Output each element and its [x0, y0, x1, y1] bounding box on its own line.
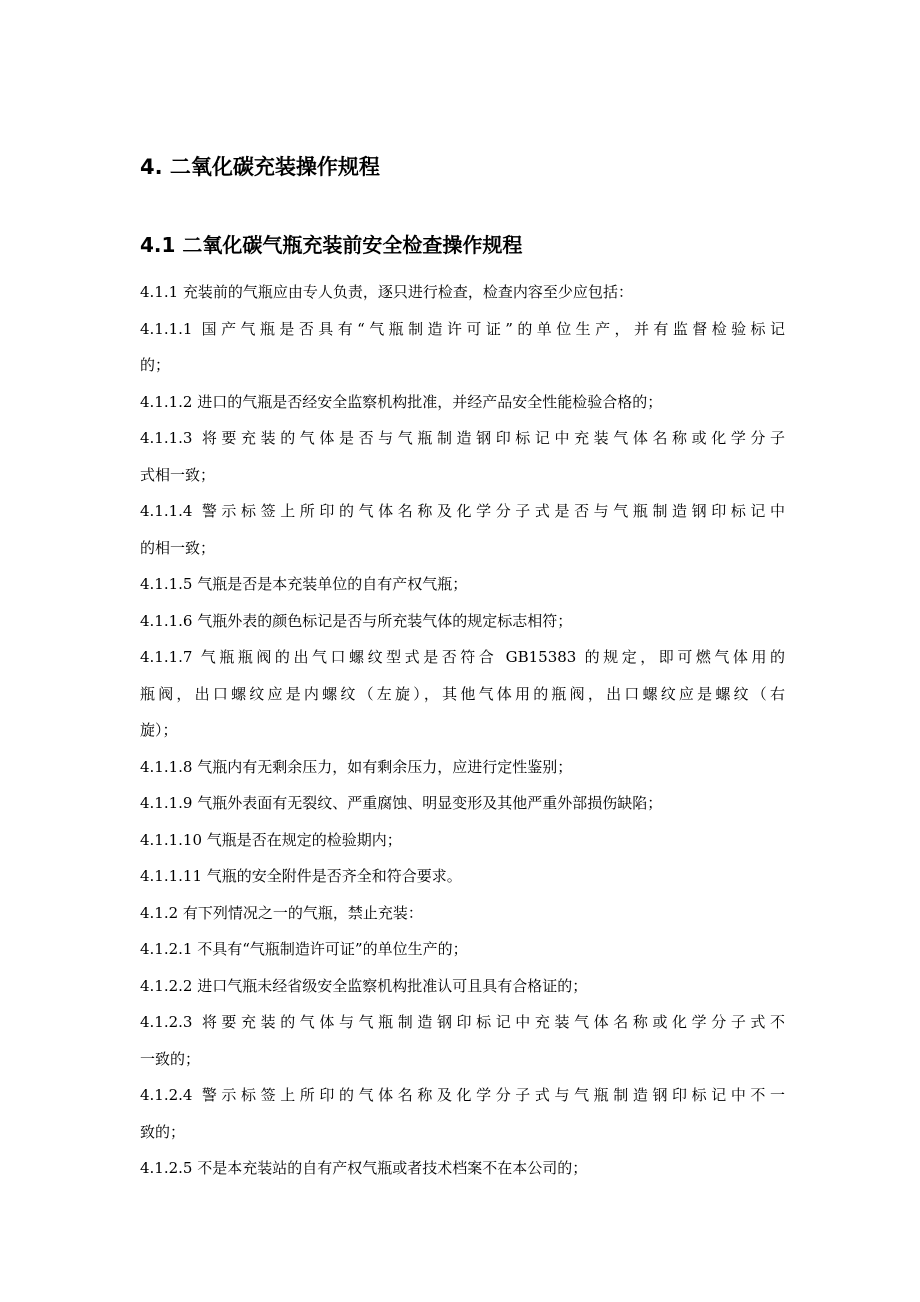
paragraph: [140, 274, 785, 311]
text-line: 4.1.2.2 进口气瓶未经省级安全监察机构批准认可且具有合格证的；: [140, 976, 588, 995]
text-line: 4.1.1 充装前的气瓶应由专人负责，逐只进行检查，检查内容至少应包括：: [140, 283, 633, 301]
text-line: 4.1.2.1 不具有“气瓶制造许可证”的单位生产的；: [140, 940, 468, 958]
text-line: 4.1.1.6 气瓶外表的颜色标记是否与所充装气体的规定标志相符；: [140, 611, 573, 630]
paragraph: [140, 420, 785, 493]
document-body: [140, 274, 785, 1187]
text-line: 4.1.1.9 气瓶外表面有无裂纹、严重腐蚀、明显变形及其他严重外部损伤缺陷；: [140, 794, 663, 812]
paragraph: [140, 822, 785, 859]
text-line: 4.1.1.7 气瓶瓶阀的出气口螺纹型式是否符合 GB15383 的规定，即可燃气体用的: [140, 648, 785, 666]
text-line: 一致的；: [140, 1049, 201, 1068]
text-line: 瓶阀，出口螺纹应是内螺纹（左旋），其他气体用的瓶阀，出口螺纹应是螺纹（右: [140, 684, 785, 703]
paragraph: [140, 603, 785, 640]
paragraph: [140, 1077, 785, 1150]
paragraph: [140, 311, 785, 384]
paragraph: [140, 1150, 785, 1187]
paragraph: [140, 384, 785, 421]
paragraph: [140, 931, 785, 968]
paragraph: [140, 858, 785, 895]
paragraph: [140, 566, 785, 603]
text-line: 4.1.1.10 气瓶是否在规定的检验期内；: [140, 830, 402, 849]
text-line: 4.1.1.5 气瓶是否是本充装单位的自有产权气瓶；: [140, 575, 468, 593]
section-heading: 4. 二氧化碳充装操作规程: [140, 155, 380, 179]
text-line: 4.1.2 有下列情况之一的气瓶，禁止充装：: [140, 903, 423, 922]
text-line: 的；: [140, 356, 171, 374]
text-line: 4.1.1.8 气瓶内有无剩余压力，如有剩余压力，应进行定性鉴别；: [140, 757, 573, 776]
subsection-heading: 4.1 二氧化碳气瓶充装前安全检查操作规程: [140, 233, 523, 257]
paragraph: [140, 1004, 785, 1077]
paragraph: [140, 895, 785, 932]
text-line: 4.1.1.3 将要充装的气体是否与气瓶制造钢印标记中充装气体名称或化学分子: [140, 429, 785, 447]
paragraph: [140, 968, 785, 1005]
text-line: 4.1.2.5 不是本充装站的自有产权气瓶或者技术档案不在本公司的；: [140, 1159, 588, 1177]
paragraph: [140, 785, 785, 822]
text-line: 的相一致；: [140, 538, 216, 557]
text-line: 4.1.1.11 气瓶的安全附件是否齐全和符合要求。: [140, 867, 462, 885]
paragraph: [140, 493, 785, 566]
text-line: 致的；: [140, 1122, 186, 1141]
paragraph: [140, 749, 785, 786]
text-line: 4.1.1.2 进口的气瓶是否经安全监察机构批准，并经产品安全性能检验合格的；: [140, 392, 663, 411]
text-line: 旋）；: [140, 721, 178, 739]
text-line: 4.1.1.4 警示标签上所印的气体名称及化学分子式是否与气瓶制造钢印标记中: [140, 502, 785, 520]
text-line: 式相一致；: [140, 465, 216, 484]
text-line: 4.1.1.1 国产气瓶是否具有“气瓶制造许可证”的单位生产，并有监督检验标记: [140, 319, 785, 338]
paragraph: [140, 639, 785, 749]
text-line: 4.1.2.4 警示标签上所印的气体名称及化学分子式与气瓶制造钢印标记中不一: [140, 1086, 785, 1104]
text-line: 4.1.2.3 将要充装的气体与气瓶制造钢印标记中充装气体名称或化学分子式不: [140, 1013, 785, 1031]
